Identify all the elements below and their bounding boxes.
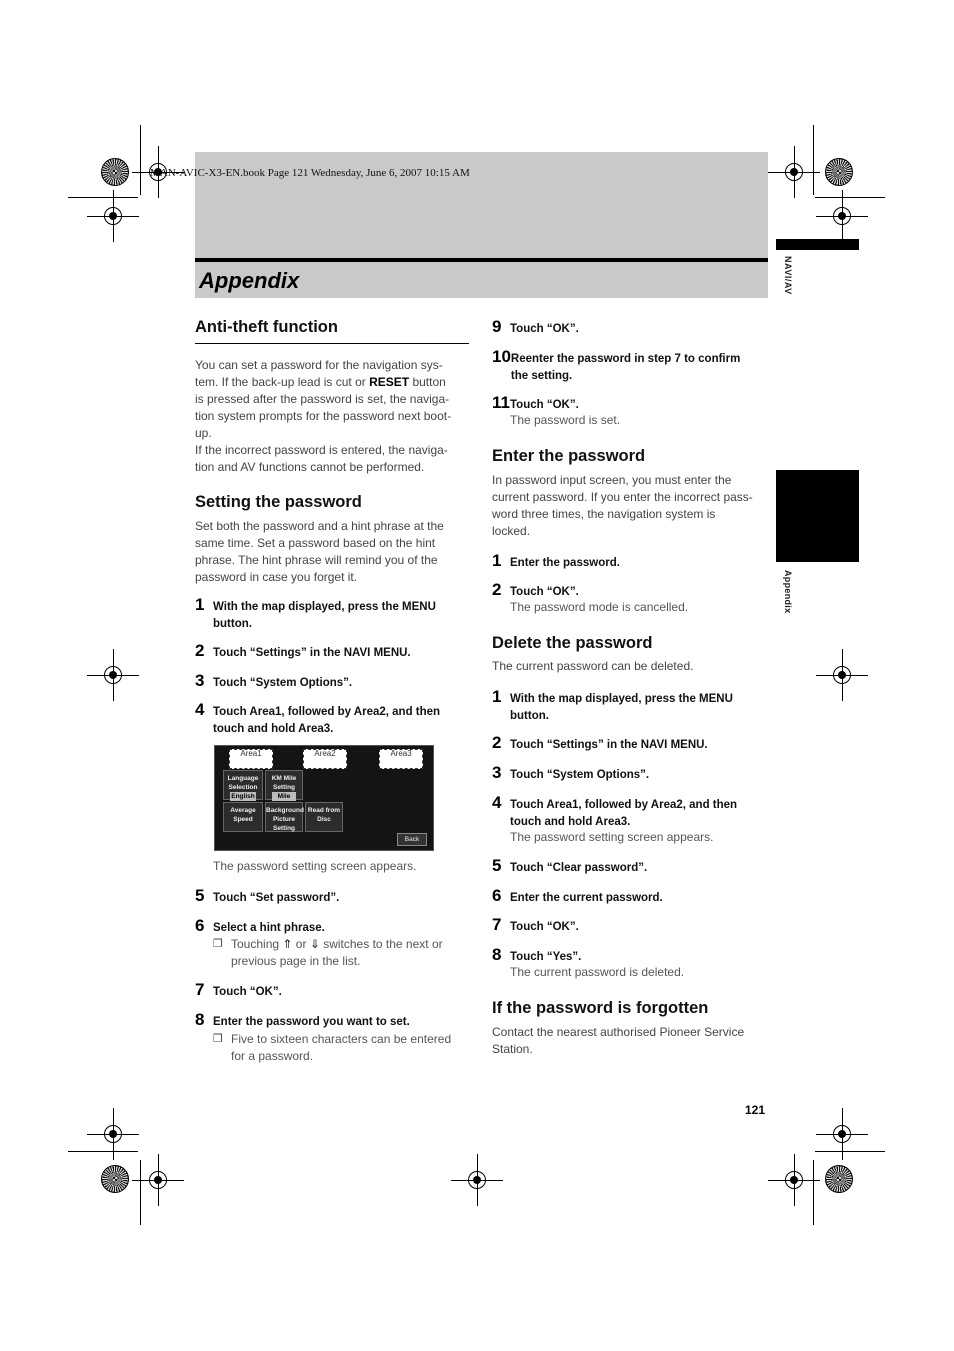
header-rule: [195, 258, 768, 262]
step-text: With the map displayed, press the MENU: [213, 601, 436, 613]
step-number: 7: [195, 980, 205, 999]
text-line: phrase. The hint phrase will remind you of the: [195, 553, 438, 567]
print-registration-mark: [828, 661, 856, 689]
back-button: Back: [397, 833, 427, 846]
button-label: KM Mile Setting: [271, 775, 297, 791]
step-text: Enter the password you want to set.: [213, 1016, 410, 1028]
step-text: the setting.: [510, 370, 573, 382]
step-text: Touch “OK”.: [510, 399, 579, 411]
step-item: [492, 318, 579, 338]
step-text: Touch Area1, followed by Area2, and then: [213, 706, 441, 718]
step-item: [492, 581, 579, 601]
delete-step4-note: The password setting screen appears.: [510, 830, 714, 844]
step-item: [195, 642, 411, 662]
step-text: Touch “Yes”.: [510, 951, 582, 963]
reset-keyword: RESET: [369, 375, 410, 389]
step-number: 5: [492, 856, 502, 875]
step-item: [492, 688, 733, 725]
step-text: With the map displayed, press the MENU: [510, 693, 733, 705]
button-label: Read from Disc: [307, 807, 341, 823]
text-line: up.: [195, 426, 212, 440]
step-number: 5: [195, 886, 205, 905]
page-up-arrow-icon: ⇑: [282, 937, 293, 951]
text-line: current password. If you enter the incorrect pass-: [492, 490, 753, 504]
area3-label: Area3: [390, 749, 412, 758]
area1-label: Area1: [240, 749, 262, 758]
step-item: [195, 1011, 410, 1031]
step-item: [492, 946, 581, 966]
step-text: Reenter the password in step 7 to confirm: [510, 353, 741, 365]
step-text: Enter the current password.: [510, 892, 663, 904]
km-mile-setting-button: [265, 770, 303, 800]
language-selection-button: [223, 770, 263, 800]
setting-password-heading: Setting the password: [195, 493, 362, 511]
step-number: 2: [492, 733, 502, 752]
page-number: 121: [745, 1103, 766, 1117]
step-text: Touch “System Options”.: [510, 769, 650, 781]
step-text: Touch Area1, followed by Area2, and then: [510, 799, 738, 811]
area2-label: Area2: [314, 749, 336, 758]
print-registration-mark: [780, 158, 808, 186]
password-setting-screenshot: [214, 745, 434, 851]
note-text: previous page in the list.: [231, 954, 361, 968]
step-number: 2: [195, 641, 205, 660]
step-number: 3: [492, 763, 502, 782]
crop-line: [68, 1151, 138, 1152]
text-line: tion system prompts for the password next boot-: [195, 409, 452, 423]
step-number: 1: [195, 595, 205, 614]
page-down-arrow-icon: ⇓: [309, 937, 320, 951]
step-item: [195, 596, 436, 633]
step-text: button.: [510, 710, 549, 722]
text-line: is pressed after the password is set, the naviga-: [195, 392, 450, 406]
step-number: 2: [492, 580, 502, 599]
step-number: 4: [492, 793, 502, 812]
text-line: locked.: [492, 524, 531, 538]
step-item: [492, 916, 579, 936]
crop-line: [140, 125, 141, 195]
enter-note: The password mode is cancelled.: [510, 600, 689, 614]
note-text: switches to the next or: [323, 937, 443, 951]
anti-theft-text: [195, 357, 471, 476]
step-item: [195, 672, 352, 692]
area1-box: [229, 749, 273, 769]
step-number: 4: [195, 700, 205, 719]
bullet-box-icon: ❒: [213, 938, 223, 950]
page-title: Appendix: [199, 268, 300, 293]
delete-intro: The current password can be deleted.: [492, 659, 694, 673]
step-text: Touch “Clear password”.: [510, 862, 648, 874]
file-info-line: MAN-AVIC-X3-EN.book Page 121 Wednesday, June 6, 2007 10:15 AM: [150, 167, 470, 179]
step-text: Touch “OK”.: [213, 986, 282, 998]
step-text: Touch “OK”.: [510, 921, 579, 933]
area2-box: [303, 749, 347, 769]
step-text: touch and hold Area3.: [510, 816, 631, 828]
text-line: tem. If the back-up lead is cut or: [195, 375, 370, 389]
print-registration-mark: [99, 202, 127, 230]
step-number: 6: [195, 916, 205, 935]
step-text: touch and hold Area3.: [213, 723, 334, 735]
text-line: Station.: [492, 1042, 533, 1056]
text-line: If the incorrect password is entered, the naviga-: [195, 443, 448, 457]
note-text: Touching: [231, 937, 280, 951]
crop-line: [813, 1160, 814, 1225]
note-text: or: [295, 937, 307, 951]
side-tab-appendix: Appendix: [783, 570, 793, 614]
step6-note: [213, 936, 443, 970]
step-text: Touch “System Options”.: [213, 677, 353, 689]
step-item: [195, 701, 440, 738]
print-registration-burst: [825, 158, 853, 186]
step-number: 7: [492, 915, 502, 934]
step8-note: [213, 1031, 451, 1065]
button-label: Language Selection: [227, 775, 259, 791]
step-text: Select a hint phrase.: [213, 922, 325, 934]
step-item: [492, 394, 579, 414]
text-line: tion and AV functions cannot be performed.: [195, 460, 425, 474]
crop-line: [813, 125, 814, 195]
print-registration-mark: [99, 1120, 127, 1148]
print-registration-mark: [780, 1166, 808, 1194]
crop-line: [815, 1151, 885, 1152]
text-line: In password input screen, you must enter the: [492, 473, 732, 487]
step-number: 10: [492, 347, 511, 366]
step-number: 8: [195, 1010, 205, 1029]
print-registration-burst: [101, 158, 129, 186]
step-number: 6: [492, 886, 502, 905]
step-number: 3: [195, 671, 205, 690]
section-rule: [195, 343, 469, 344]
button-label: Average Speed: [230, 807, 256, 823]
step-text: Touch “OK”.: [510, 323, 579, 335]
text-line: Set both the password and a hint phrase at the: [195, 519, 444, 533]
crop-line: [68, 197, 138, 198]
anti-theft-heading: Anti-theft function: [195, 318, 338, 336]
note-text: Five to sixteen characters can be entered: [231, 1032, 452, 1046]
left-column: [195, 318, 471, 586]
read-from-disc-button: [305, 802, 343, 832]
step-number: 11: [492, 393, 510, 412]
setting-intro: [195, 518, 471, 586]
text-line: password in case you forget it.: [195, 570, 358, 584]
step11-note: The password is set.: [510, 413, 621, 427]
print-registration-mark: [828, 1120, 856, 1148]
enter-password-heading: Enter the password: [492, 447, 646, 465]
step-text: button.: [213, 618, 252, 630]
print-registration-burst: [101, 1165, 129, 1193]
side-tab-block: [776, 470, 859, 562]
print-registration-mark: [99, 661, 127, 689]
print-registration-mark: [828, 202, 856, 230]
print-registration-mark: [463, 1166, 491, 1194]
step-item: [492, 794, 737, 831]
step-text: Touch “Settings” in the NAVI MENU.: [510, 739, 708, 751]
step-item: [492, 552, 620, 572]
bullet-box-icon: ❒: [213, 1033, 223, 1045]
button-label: Background Picture Setting: [266, 807, 304, 832]
forgotten-heading: If the password is forgotten: [492, 999, 709, 1017]
text-line: same time. Set a password based on the hint: [195, 536, 436, 550]
forgotten-text: [492, 1024, 768, 1058]
average-speed-button: [223, 802, 263, 832]
step-item: [492, 764, 649, 784]
step-item: [195, 917, 325, 937]
step-item: [492, 857, 647, 877]
enter-intro: [492, 472, 768, 540]
text-line: Contact the nearest authorised Pioneer Service: [492, 1025, 745, 1039]
area3-box: [379, 749, 423, 769]
delete-step8-note: The current password is deleted.: [510, 965, 685, 979]
side-tab-bar: [776, 239, 859, 250]
screen-caption: The password setting screen appears.: [213, 859, 417, 873]
step-number: 1: [492, 687, 502, 706]
text-line: button: [409, 375, 446, 389]
step-item: [492, 734, 708, 754]
step-item: [195, 887, 339, 907]
background-picture-button: [265, 802, 303, 832]
step-text: Touch “Set password”.: [213, 892, 340, 904]
note-text: for a password.: [231, 1049, 314, 1063]
step-item: [492, 348, 740, 385]
step-text: Enter the password.: [510, 557, 620, 569]
step-item: [492, 887, 663, 907]
step-number: 1: [492, 551, 502, 570]
step-text: Touch “Settings” in the NAVI MENU.: [213, 647, 411, 659]
step-item: [195, 981, 282, 1001]
button-value: Mile: [272, 792, 296, 801]
side-tab-navi-av: NAVI/AV: [783, 256, 793, 295]
text-line: You can set a password for the navigation sys-: [195, 358, 443, 372]
button-value: English: [231, 793, 255, 800]
text-line: word three times, the navigation system is: [492, 507, 716, 521]
crop-line: [140, 1160, 141, 1225]
print-registration-mark: [144, 1166, 172, 1194]
crop-line: [815, 197, 885, 198]
step-number: 9: [492, 317, 502, 336]
delete-password-heading: Delete the password: [492, 634, 653, 652]
print-registration-burst: [825, 1165, 853, 1193]
step-number: 8: [492, 945, 502, 964]
step-text: Touch “OK”.: [510, 586, 579, 598]
